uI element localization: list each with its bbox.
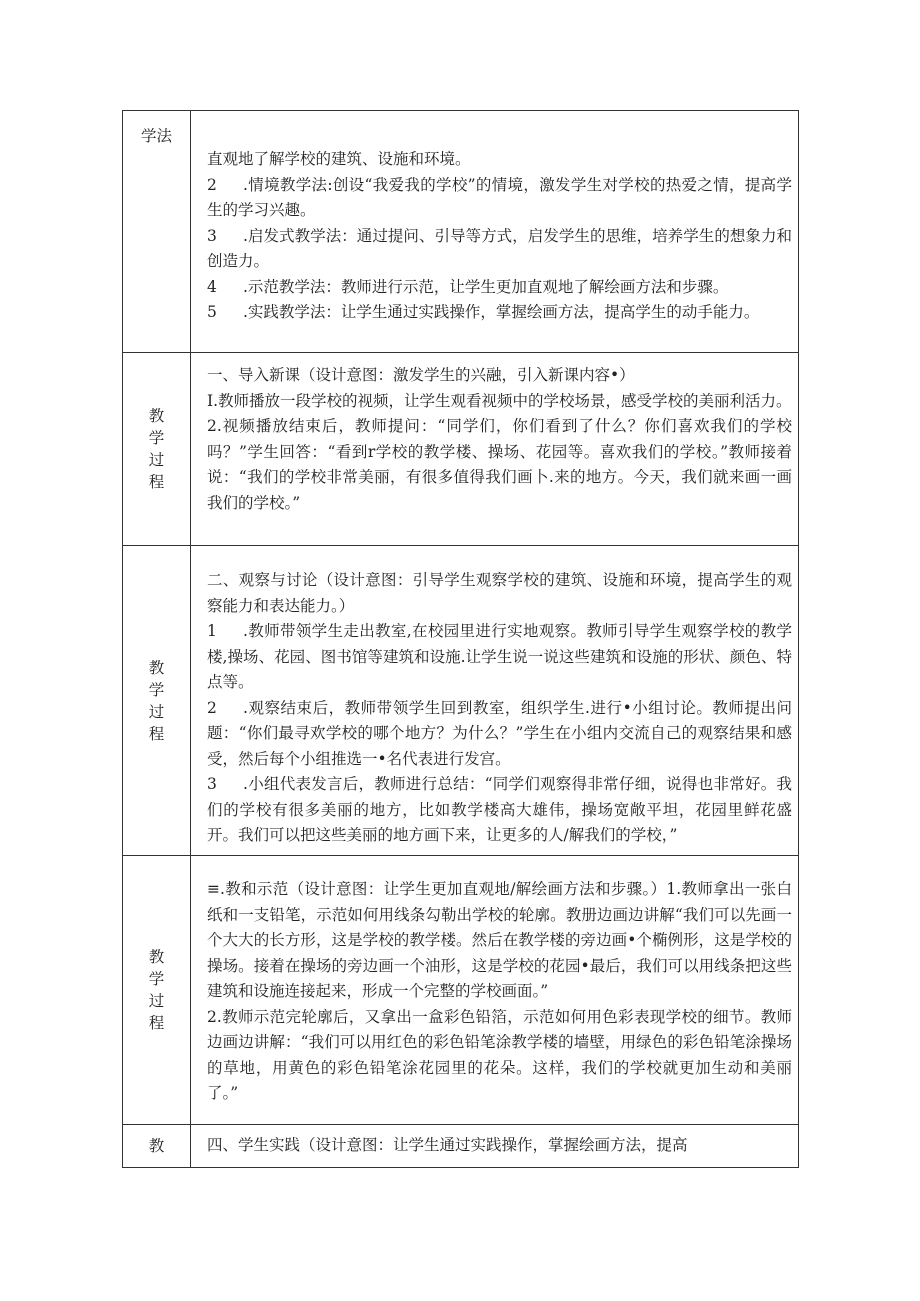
- row-label: 教: [123, 1125, 191, 1167]
- row-label: 教学过程: [123, 856, 191, 1124]
- row-content: [191, 353, 798, 545]
- content-line: 3 .启发式教学法：通过提问、引导等方式，启发学生的思维，培养学生的想象力和创造力。: [207, 226, 792, 270]
- table-row-study-method: [123, 111, 798, 353]
- table-row-teaching-process-2: [123, 546, 798, 856]
- content-line: 二、观察与讨论（设计意图：引导学生观察学校的建筑、设施和环境，提高学生的观察能力和表达能力。）: [207, 571, 792, 615]
- row-content: [191, 1125, 798, 1167]
- row-label: 教学过程: [123, 546, 191, 855]
- content-line: I.教师播放一段学校的视频，让学生观看视频中的学校场景，感受学校的美丽利活力。: [207, 391, 792, 410]
- content-line: 5 .实践教学法：让学生通过实践操作，掌握绘画方法，提高学生的动手能力。: [207, 303, 760, 321]
- table-row-teaching-partial: [123, 1125, 798, 1167]
- content-line: 2 .观察结束后，教师带领学生回到教室，组织学生.进行•小组讨论。教师提出问题：“你们最寻欢学校的哪个地方？为什么？”学生在小组内交流自己的观察结果和感受，然后每个小组推选一•名代表进行发宫。: [207, 698, 792, 768]
- content-line: 四、学生实践（设计意图：让学生通过实践操作，掌握绘画方法，提高: [207, 1136, 688, 1154]
- content-line: 4 .示范教学法：教师进行示范，让学生更加直观地了解绘画方法和步骤。: [207, 277, 729, 296]
- row-label: 学法: [123, 111, 191, 352]
- content-line: ≡.教和示范（设计意图：让学生更加直观地/解绘画方法和步骤。）1.教师拿出一张白纸和一支铅笔，示范如何用线条勾勒出学校的轮廓。教册边画边讲解“我们可以先画一个大大的长方形，这是学校的教学楼。然后在教学楼的旁边画•个椭例形，这是学校的操场。接着在操场的旁边画一个油形，这是学校的花园•最后，我们可以用线条把这些建筑和设施连接起来，形成一个完整的学校画面。”: [207, 880, 792, 1000]
- row-content: [191, 546, 798, 855]
- row-label: 教学过程: [123, 353, 191, 545]
- content-line: 直观地了解学校的建筑、设施和环境。: [207, 150, 471, 168]
- content-line: 一、导入新课（设计意图：激发学生的兴融，引入新课内容•）: [207, 366, 635, 384]
- content-line: 2 .情境教学法:创设“我爱我的学校”的情境，激发学生对学校的热爱之情，提高学生的学习兴趣。: [207, 175, 792, 219]
- content-line: 2.视频播放结束后，教师提问：“同学们，你们看到了什么？你们喜欢我们的学校吗？”学生回答：“看到r学校的教学楼、操场、花园等。喜欢我们的学校。”教师接着说：“我们的学校非常美丽，有很多值得我们画卜.来的地方。今天，我们就来画一画我们的学校。”: [207, 417, 792, 512]
- content-line: 1 .教师带领学生走出教室,在校园里进行实地观察。教师引导学生观察学校的教学楼,操场、花园、图书馆等建筑和设施.让学生说一说这些建筑和设施的形状、颜色、特点等。: [207, 622, 792, 691]
- lesson-plan-table: [122, 110, 799, 1168]
- table-row-teaching-process-1: [123, 353, 798, 546]
- row-content: [191, 856, 798, 1124]
- content-line: 2.教师示范完轮廓后，又拿出一盒彩色铅箔，示范如何用色彩表现学校的细节。教师边画边讲解：“我们可以用红色的彩色铅笔涂教学楼的墙壁，用绿色的彩色铅笔涂操场的草地，用黄色的彩色铅笔涂花园里的花朵。这样，我们的学校就更加生动和美丽了。”: [207, 1007, 792, 1102]
- row-content: [191, 111, 798, 352]
- content-line: 3 .小组代表发言后，教师进行总结：“同学们观察得非常仔细，说得也非常好。我们的学校有很多美丽的地方，比如教学楼高大雄伟，操场宽敞平坦，花园里鲜花盛开。我们可以把这些美丽的地方画下来，让更多的人/解我们的学校，”: [207, 775, 792, 844]
- table-row-teaching-process-3: [123, 856, 798, 1125]
